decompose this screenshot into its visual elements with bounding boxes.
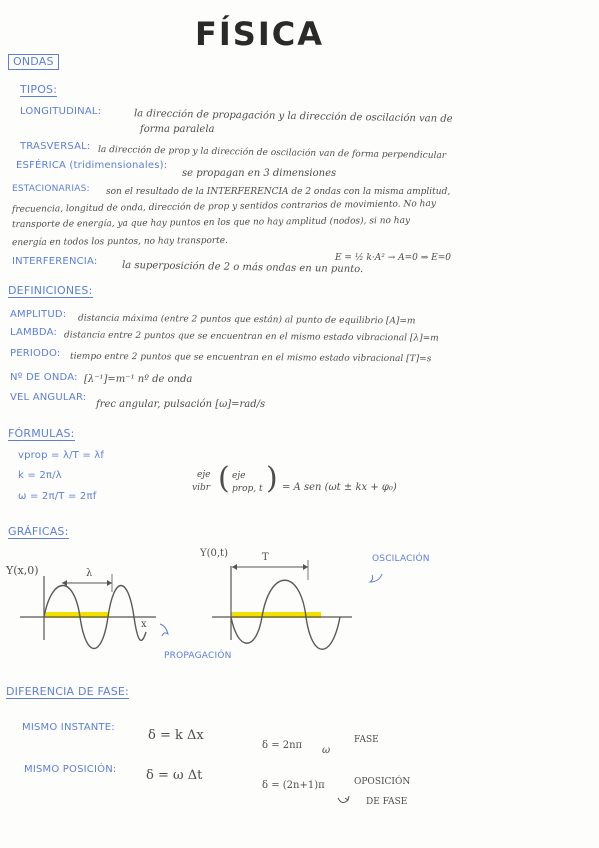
elong-args-top: eje — [232, 471, 246, 481]
formula-vprop: vprop = λ/T = λf — [18, 450, 105, 461]
graficas-heading: GRÁFICAS: — [8, 525, 69, 538]
longitudinal-label: LONGITUDINAL: — [20, 106, 102, 117]
mismo-posicion-label: MISMO POSICIÓN: — [24, 764, 117, 775]
longitudinal-text: la dirección de propagación y la dirección de oscilación van de — [133, 108, 453, 125]
diferencia-fase-heading: DIFERENCIA DE FASE: — [6, 685, 129, 698]
oposicion-formula: δ = (2n+1)π — [262, 780, 325, 791]
interferencia-label: INTERFERENCIA: — [12, 256, 98, 267]
periodo-label: PERIODO: — [10, 348, 61, 359]
oposicion-arrow — [338, 796, 349, 803]
mismo-instante-label: MISMO INSTANTE: — [22, 722, 115, 733]
mismo-instante-formula: δ = k Δx — [148, 728, 204, 743]
definiciones-heading: DEFINICIONES: — [8, 284, 93, 297]
estacionarias-label: ESTACIONARIAS: — [12, 184, 90, 194]
amplitud-label: AMPLITUD: — [10, 309, 67, 320]
right-axis-label: Y(0,t) — [200, 548, 228, 559]
esferica-text: se propagan en 3 dimensiones — [182, 168, 337, 179]
esferica-label: ESFÉRICA (tridimensionales): — [16, 160, 168, 171]
propagacion-arrow — [160, 624, 168, 636]
fase-sub: ω — [322, 745, 331, 756]
estacionarias-line-4: energía en todos los puntos, no hay transporte. — [11, 235, 229, 249]
elong-paren-open: ( — [218, 461, 230, 496]
lambda-text: distancia entre 2 puntos que se encuentran en el mismo estado vibracional [λ]=m — [63, 330, 439, 344]
left-x-label: x — [141, 619, 147, 630]
formula-k: k = 2π/λ — [18, 470, 62, 481]
lambda-label: LAMBDA: — [10, 327, 58, 338]
right-period-label: T — [262, 552, 269, 563]
estacionarias-formula: E = ½ k·A² → A=0 ⇒ E=0 — [335, 253, 451, 263]
estacionarias-line-1: son el resultado de la INTERFERENCIA de 2 ondas con la misma amplitud, — [106, 187, 451, 197]
elong-prefix-2: vibr — [192, 483, 211, 493]
propagacion-caption: PROPAGACIÓN — [164, 651, 232, 661]
amplitud-text: distancia máxima (entre 2 puntos que están) al punto de equilibrio [A]=m — [77, 313, 416, 327]
page-title: FÍSICA — [195, 15, 324, 53]
longitudinal-text-2: forma paralela — [140, 124, 215, 135]
left-axis-label: Y(x,0) — [6, 564, 39, 577]
formulas-heading: FÓRMULAS: — [8, 427, 75, 440]
vel-angular-text: frec angular, pulsación [ω]=rad/s — [96, 399, 266, 410]
fase-formula: δ = 2nπ — [262, 740, 303, 751]
elong-prefix-1: eje — [197, 470, 211, 480]
elong-args-bottom: prop, t — [232, 484, 263, 494]
section-ondas: ONDAS — [8, 54, 59, 70]
trasversal-text: la dirección de prop y la dirección de oscilación van de forma perpendicular — [97, 144, 447, 162]
interferencia-text: la superposición de 2 o más ondas en un punto. — [121, 259, 364, 276]
periodo-text: tiempo entre 2 puntos que se encuentran en el mismo estado vibracional [T]=s — [69, 351, 432, 365]
elong-rhs: = A sen (ωt ± kx + φ₀) — [282, 482, 397, 493]
tipos-heading: TIPOS: — [20, 83, 58, 96]
vel-angular-label: VEL ANGULAR: — [10, 392, 87, 403]
left-period-label: λ — [86, 568, 93, 579]
formula-w: ω = 2π/T = 2πf — [18, 491, 97, 502]
n-onda-label: Nº DE ONDA: — [10, 372, 78, 383]
estacionarias-line-2: frecuencia, longitud de onda, dirección de prop y sentidos contrarios de movimiento. No hay — [11, 199, 436, 215]
estacionarias-line-3: transporte de energía, ya que hay puntos en los que no hay amplitud (nodos), si no hay — [11, 215, 411, 231]
mismo-posicion-formula: δ = ω Δt — [146, 768, 203, 783]
n-onda-text: [λ⁻¹]=m⁻¹ nº de onda — [84, 374, 193, 385]
elong-paren-close: ) — [266, 461, 278, 496]
trasversal-label: TRASVERSAL: — [20, 141, 91, 152]
oposicion-label-2: DE FASE — [366, 797, 408, 807]
oposicion-label-1: OPOSICIÓN — [354, 777, 411, 787]
oscilacion-arrow — [370, 574, 382, 582]
fase-word: FASE — [354, 735, 379, 745]
oscilacion-caption: OSCILACIÓN — [372, 554, 430, 564]
